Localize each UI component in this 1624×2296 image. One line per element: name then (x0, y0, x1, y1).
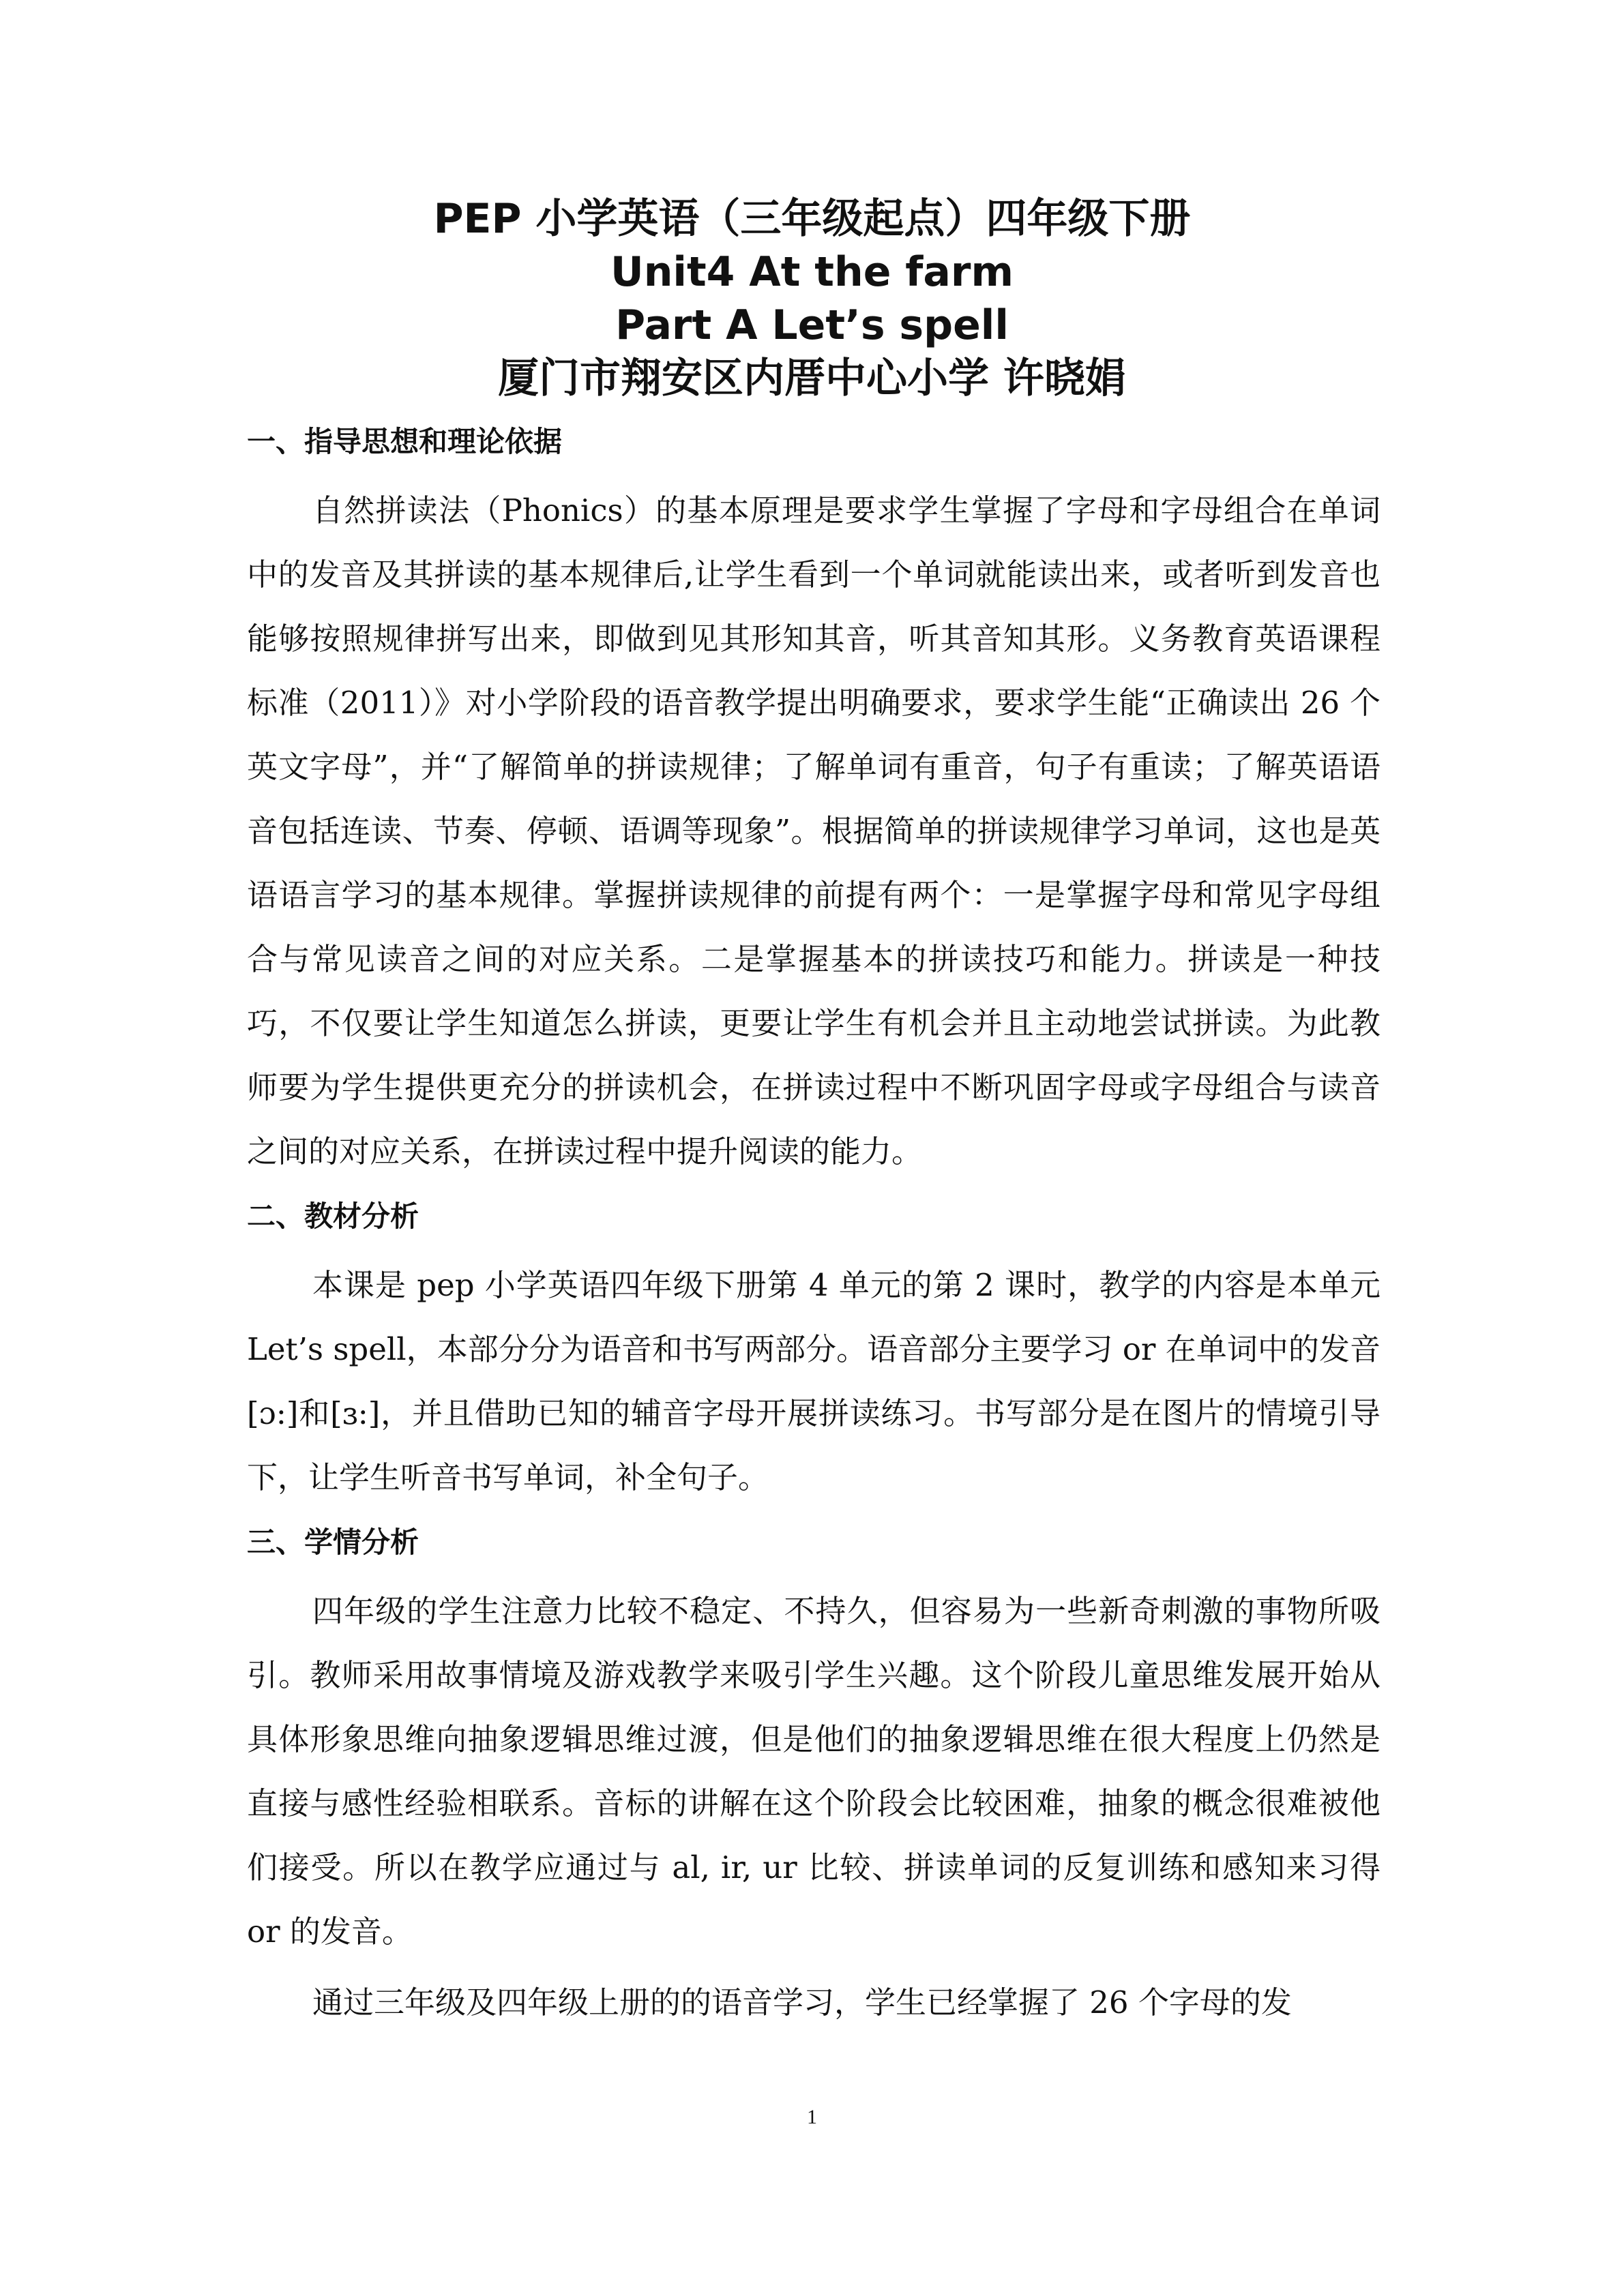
author-line: 厦门市翔安区内厝中心小学 许晓娟 (498, 355, 1126, 402)
section-paragraph: 本课是 pep 小学英语四年级下册第 4 单元的第 2 课时，教学的内容是本单元 Let’s spell，本部分分为语音和书写两部分。语音部分主要学习 or 在单词中的发音[ɔ:]和[ɜ:]，并且借助已知的辅音字母开展拼读练习。书写部分是在图片的情境引导下，让学生听音书写单词，补全句子。 (247, 1267, 1381, 1495)
section-heading-learner-analysis: 三、学情分析 (247, 1525, 419, 1559)
section-paragraph: 通过三年级及四年级上册的的语音学习，学生已经掌握了 26 个字母的发 (312, 1984, 1292, 2021)
section-paragraph: 自然拼读法（Phonics）的基本原理是要求学生掌握了字母和字母组合在单词中的发音及其拼读的基本规律后,让学生看到一个单词就能读出来，或者听到发音也能够按照规律拼写出来，即做到见其形知其音，听其音知其形。义务教育英语课程标准（2011）》对小学阶段的语音教学提出明确要求，要求学生能“正确读出 26 个英文字母”，并“了解简单的拼读规律；了解单词有重音，句子有重读；了解英语语音包括连读、节奏、停顿、语调等现象”。根据简单的拼读规律学习单词，这也是英语语言学习的基本规律。掌握拼读规律的前提有两个：一是掌握字母和常见字母组合与常见读音之间的对应关系。二是掌握基本的拼读技巧和能力。拼读是一种技巧，不仅要让学生知道怎么拼读，更要让学生有机会并且主动地尝试拼读。为此教师要为学生提供更充分的拼读机会，在拼读过程中不断巩固字母或字母组合与读音之间的对应关系，在拼读过程中提升阅读的能力。 (247, 492, 1381, 1169)
part-title: Part A Let’s spell (615, 301, 1009, 349)
section-heading-guiding-ideas: 一、指导思想和理论依据 (247, 425, 563, 458)
page-number: 1 (807, 2106, 817, 2128)
document-body (247, 421, 1381, 2042)
section-heading-textbook-analysis: 二、教材分析 (247, 1199, 419, 1233)
unit-title: Unit4 At the farm (610, 248, 1014, 296)
book-title: PEP 小学英语（三年级起点）四年级下册 (433, 195, 1191, 243)
title-block (0, 192, 1624, 405)
section-paragraph: 四年级的学生注意力比较不稳定、不持久，但容易为一些新奇刺激的事物所吸引。教师采用故事情境及游戏教学来吸引学生兴趣。这个阶段儿童思维发展开始从具体形象思维向抽象逻辑思维过渡，但是他们的抽象逻辑思维在很大程度上仍然是直接与感性经验相联系。音标的讲解在这个阶段会比较困难，抽象的概念很难被他们接受。所以在教学应通过与 al, ir, ur 比较、拼读单词的反复训练和感知来习得 or 的发音。 (247, 1593, 1381, 1950)
